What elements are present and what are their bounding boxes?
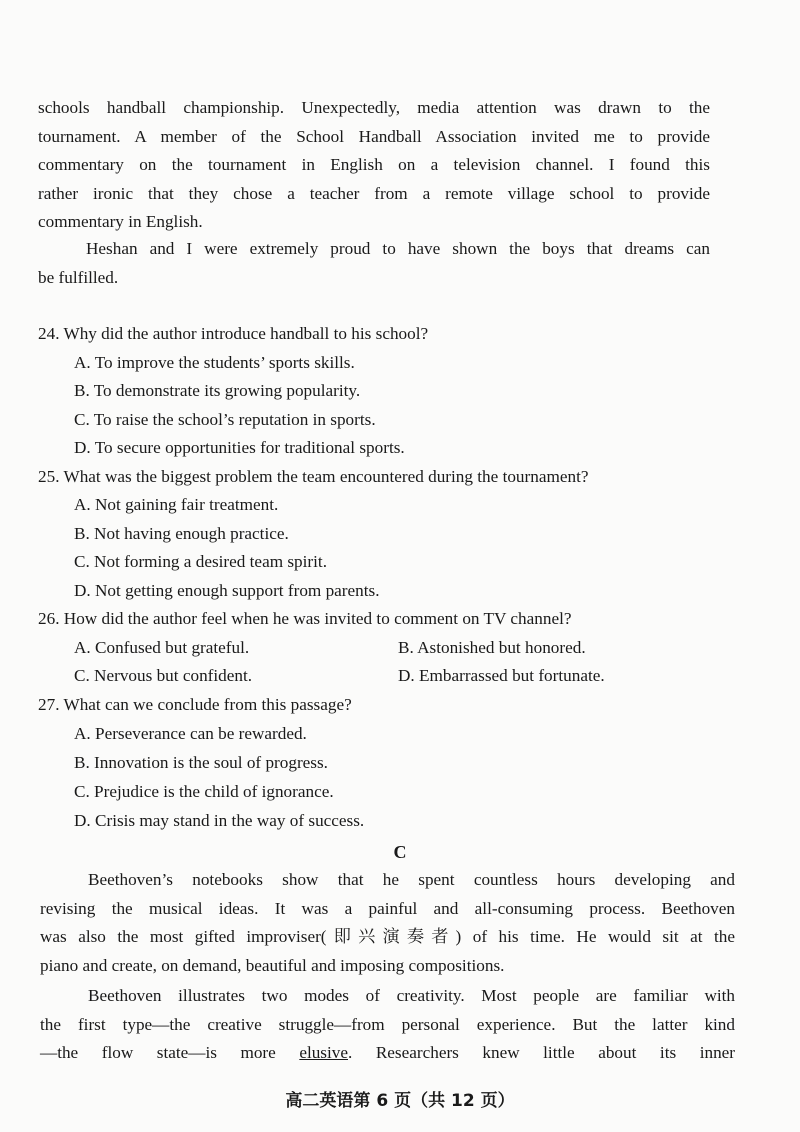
text-line: was also the most gifted improviser(即兴演奏者) of his time. He would sit at the — [40, 927, 735, 947]
question-27-stem: 27. What can we conclude from this passage? — [38, 695, 352, 714]
question-24-option-b[interactable]: B. To demonstrate its growing popularity. — [74, 381, 361, 400]
question-25-option-c[interactable]: C. Not forming a desired team spirit. — [74, 552, 327, 571]
text-segment: . Researchers knew little about its inner — [348, 1043, 736, 1063]
text-line: Heshan and I were extremely proud to have shown the boys that dreams can — [86, 239, 710, 258]
question-24-stem: 24. Why did the author introduce handball to his school? — [38, 324, 429, 343]
text-line: commentary in English. — [38, 212, 203, 232]
question-26-stem: 26. How did the author feel when he was invited to comment on TV channel? — [38, 609, 572, 628]
text-line: schools handball championship. Unexpectedly, media attention was drawn to the — [38, 98, 710, 117]
text-line: rather ironic that they chose a teacher from a remote village school to provide — [38, 183, 710, 203]
question-26-option-c[interactable]: C. Nervous but confident. — [74, 666, 253, 685]
question-25-option-d[interactable]: D. Not getting enough support from parents. — [74, 581, 380, 600]
question-25-option-b[interactable]: B. Not having enough practice. — [74, 524, 289, 543]
question-24-option-c[interactable]: C. To raise the school’s reputation in sports. — [74, 410, 376, 429]
question-24-option-a[interactable]: A. To improve the students’ sports skills. — [74, 353, 355, 372]
passage-b-paragraph-2 — [38, 235, 710, 292]
text-line: be fulfilled. — [38, 267, 119, 287]
section-c-heading: C — [393, 842, 407, 862]
question-25-option-a[interactable]: A. Not gaining fair treatment. — [74, 495, 279, 514]
text-line: piano and create, on demand, beautiful and imposing compositions. — [40, 955, 505, 975]
passage-b-paragraph-1 — [38, 94, 710, 237]
text-segment: —the flow state—is more — [40, 1043, 276, 1063]
question-24-option-d[interactable]: D. To secure opportunities for traditional sports. — [74, 438, 405, 457]
question-26-option-a[interactable]: A. Confused but grateful. — [74, 638, 250, 657]
text-line: tournament. A member of the School Handball Association invited me to provide — [38, 126, 710, 146]
underlined-word: elusive — [299, 1043, 348, 1063]
passage-c-paragraph-1 — [40, 866, 735, 980]
text-line: Beethoven illustrates two modes of creativity. Most people are familiar with — [88, 986, 735, 1005]
question-27-option-b[interactable]: B. Innovation is the soul of progress. — [74, 753, 328, 772]
text-line: commentary on the tournament in English on a television channel. I found this — [38, 155, 710, 175]
question-27-option-d[interactable]: D. Crisis may stand in the way of success. — [74, 811, 365, 830]
text-line — [40, 1039, 735, 1068]
text-line: revising the musical ideas. It was a painful and all-consuming process. Beethoven — [40, 898, 735, 918]
text-line: the first type—the creative struggle—from personal experience. But the latter kind — [40, 1014, 735, 1034]
text-line: Beethoven’s notebooks show that he spent countless hours developing and — [88, 870, 735, 889]
passage-c-paragraph-2 — [40, 982, 735, 1068]
question-26-option-d[interactable]: D. Embarrassed but fortunate. — [398, 666, 605, 685]
question-27-option-a[interactable]: A. Perseverance can be rewarded. — [74, 724, 307, 743]
question-27-option-c[interactable]: C. Prejudice is the child of ignorance. — [74, 782, 334, 801]
question-25-stem: 25. What was the biggest problem the team encountered during the tournament? — [38, 467, 589, 486]
question-26-option-b[interactable]: B. Astonished but honored. — [398, 638, 586, 657]
page-footer: 高二英语第 6 页（共 12 页） — [285, 1091, 515, 1111]
